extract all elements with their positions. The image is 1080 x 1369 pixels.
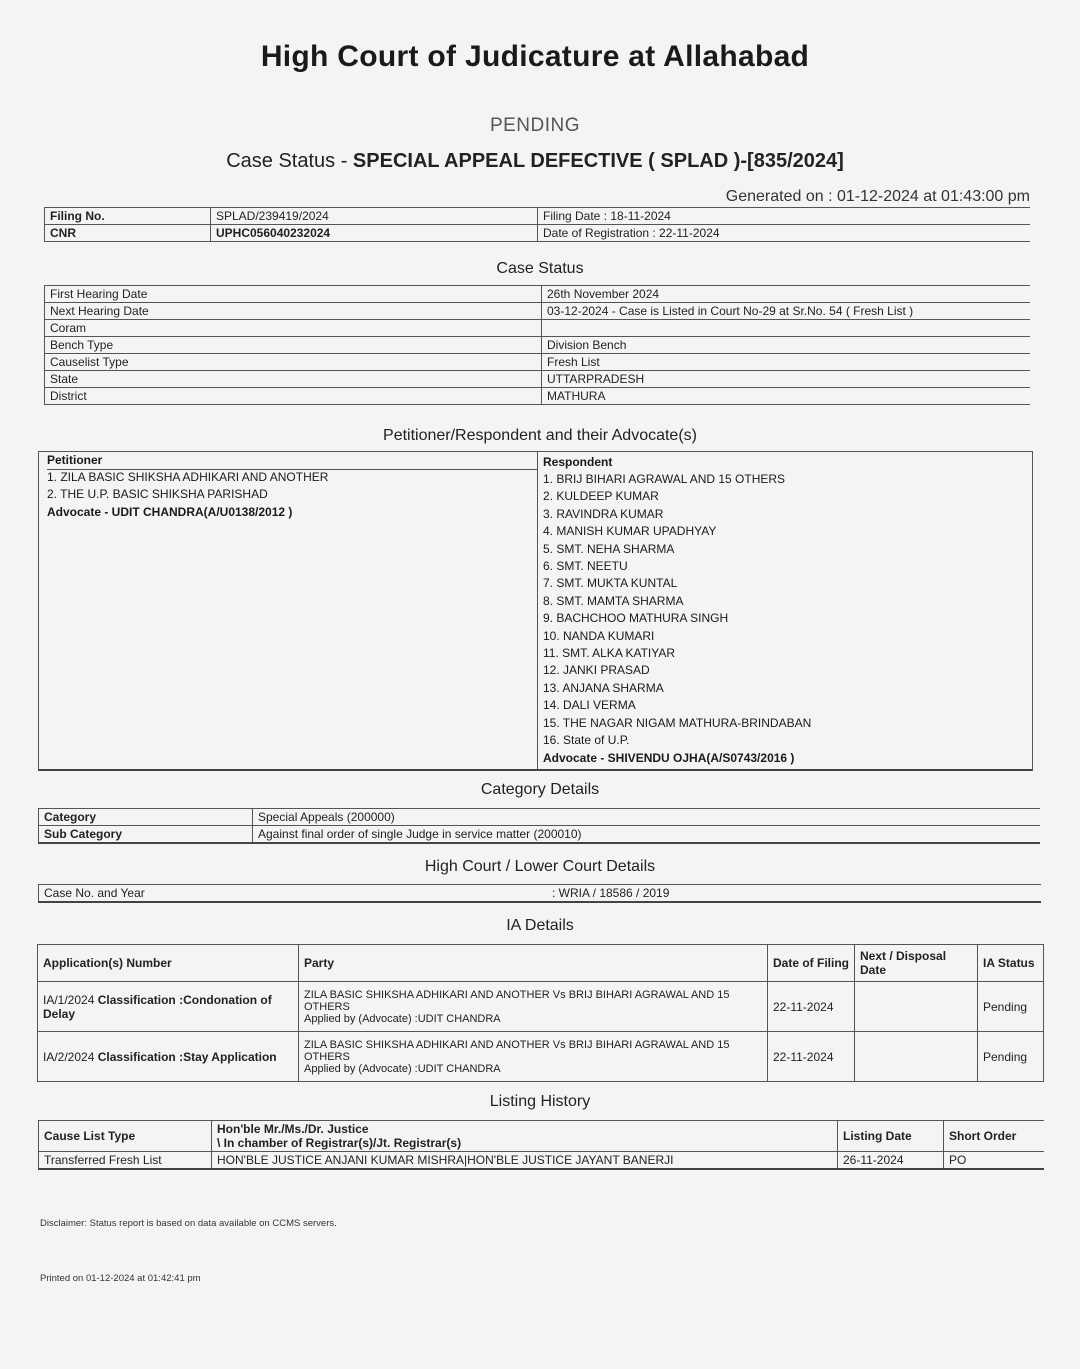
court-title: High Court of Judicature at Allahabad [260, 40, 810, 73]
listing-header-date: Listing Date [838, 1121, 944, 1152]
ia-table [37, 944, 1044, 1082]
case-status-label: Causelist Type [45, 354, 542, 371]
case-status-value: Fresh List [542, 354, 1031, 371]
ia-party-cell [299, 1032, 768, 1082]
case-status-value: 26th November 2024 [542, 286, 1031, 303]
respondent-item: 14. DALI VERMA [543, 698, 636, 713]
parties-heading: Petitioner/Respondent and their Advocate(s) [383, 427, 697, 444]
category-heading: Category Details [480, 781, 600, 798]
lower-court-heading: High Court / Lower Court Details [424, 858, 656, 875]
disclaimer: Disclaimer: Status report is based on data available on CCMS servers. [40, 1218, 337, 1229]
ia-next-date [855, 1032, 978, 1082]
cnr-value: UPHC056040232024 [211, 225, 538, 242]
case-status-row [45, 371, 1031, 388]
case-status-label: Coram [45, 320, 542, 337]
listing-header-judge [212, 1121, 838, 1152]
case-status-row [45, 286, 1031, 303]
ia-applied-by: Applied by (Advocate) :UDIT CHANDRA [304, 1062, 501, 1075]
filing-date: Filing Date : 18-11-2024 [538, 208, 1031, 225]
ia-classification: Classification :Condonation of Delay [43, 992, 272, 1021]
case-status-label: Bench Type [45, 337, 542, 354]
lower-court-table [38, 884, 1041, 903]
listing-heading: Listing History [489, 1093, 591, 1110]
ia-header-number: Application(s) Number [38, 945, 299, 982]
respondent-advocate: Advocate - SHIVENDU OJHA(A/S0743/2016 ) [543, 751, 795, 765]
respondent-item: 9. BACHCHOO MATHURA SINGH [543, 611, 729, 626]
sub-category-label: Sub Category [39, 826, 253, 844]
ia-row [38, 982, 1044, 1032]
respondent-item: 1. BRIJ BIHARI AGRAWAL AND 15 OTHERS [543, 472, 786, 486]
respondent-item: 11. SMT. ALKA KATIYAR [543, 646, 676, 661]
case-status-row [45, 354, 1031, 371]
respondent-item: 5. SMT. NEHA SHARMA [543, 541, 675, 556]
case-status-heading: Case Status [496, 260, 584, 277]
petitioner-1: 1. ZILA BASIC SHIKSHA ADHIKARI AND ANOTHER [47, 470, 329, 484]
listing-type: Transferred Fresh List [39, 1152, 212, 1170]
filing-no-label: Filing No. [45, 208, 211, 225]
ia-header-next: Next / Disposal Date [855, 945, 978, 982]
ia-number-cell [38, 982, 299, 1032]
case-status-value: 03-12-2024 - Case is Listed in Court No-29 at Sr.No. 54 ( Fresh List ) [542, 303, 1031, 320]
case-title-name: SPECIAL APPEAL DEFECTIVE ( SPLAD )-[835/2024] [352, 150, 844, 172]
filing-no-value: SPLAD/239419/2024 [211, 208, 538, 225]
case-status-table [44, 285, 1030, 405]
printed-timestamp: Printed on 01-12-2024 at 01:42:41 pm [40, 1273, 201, 1284]
respondent-item: 8. SMT. MAMTA SHARMA [543, 593, 684, 608]
respondent-item: 6. SMT. NEETU [543, 559, 628, 574]
respondent-item: 16. State of U.P. [543, 733, 630, 748]
cnr-label: CNR [45, 225, 211, 242]
ia-party: ZILA BASIC SHIKSHA ADHIKARI AND ANOTHER Vs BRIJ BIHARI AGRAWAL AND 15 OTHERS [304, 1038, 730, 1063]
ia-status: Pending [978, 1032, 1044, 1082]
ia-date: 22-11-2024 [768, 1032, 855, 1082]
respondent-label: Respondent [543, 455, 613, 469]
category-label: Category [39, 809, 253, 826]
listing-judges: HON'BLE JUSTICE ANJANI KUMAR MISHRA|HON'BLE JUSTICE JAYANT BANERJI [212, 1152, 838, 1170]
registration-date: Date of Registration : 22-11-2024 [538, 225, 1031, 242]
listing-date: 26-11-2024 [838, 1152, 944, 1170]
listing-order: PO [949, 1153, 967, 1167]
respondent-item: 7. SMT. MUKTA KUNTAL [543, 576, 678, 591]
respondent-item: 4. MANISH KUMAR UPADHYAY [543, 524, 717, 539]
respondent-item: 3. RAVINDRA KUMAR [543, 506, 664, 521]
case-status-label: First Hearing Date [45, 286, 542, 303]
ia-number: IA/2/2024 [43, 1049, 95, 1064]
listing-header-type: Cause List Type [39, 1121, 212, 1152]
ia-header-status: IA Status [978, 945, 1044, 982]
case-status-row [45, 303, 1031, 320]
ia-number: IA/1/2024 [43, 992, 95, 1007]
parties-box [38, 451, 1033, 771]
respondent-item: 2. KULDEEP KUMAR [543, 489, 659, 504]
petitioner-column [39, 452, 538, 769]
ia-date: 22-11-2024 [768, 982, 855, 1032]
petitioner-2: 2. THE U.P. BASIC SHIKSHA PARISHAD [47, 487, 268, 501]
ia-number-cell [38, 1032, 299, 1082]
filing-table [44, 207, 1030, 242]
ia-header-party: Party [299, 945, 768, 982]
case-pending-status: PENDING [489, 115, 581, 136]
ia-heading: IA Details [506, 917, 574, 934]
respondent-item: 10. NANDA KUMARI [543, 628, 655, 643]
case-title [0, 150, 1070, 173]
petitioner-label: Petitioner [47, 452, 537, 470]
respondent-item: 13. ANJANA SHARMA [543, 680, 664, 695]
case-status-row [45, 320, 1031, 337]
case-status-label: District [45, 388, 542, 405]
ia-status: Pending [978, 982, 1044, 1032]
listing-header-judge-line2: \ In chamber of Registrar(s)/Jt. Registrar(s) [217, 1136, 462, 1150]
ia-applied-by: Applied by (Advocate) :UDIT CHANDRA [304, 1012, 501, 1025]
case-status-value: Division Bench [542, 337, 1031, 354]
petitioner-advocate: Advocate - UDIT CHANDRA(A/U0138/2012 ) [47, 505, 293, 519]
ia-party: ZILA BASIC SHIKSHA ADHIKARI AND ANOTHER Vs BRIJ BIHARI AGRAWAL AND 15 OTHERS [304, 988, 730, 1013]
sub-category-value: Against final order of single Judge in service matter (200010) [258, 827, 582, 841]
ia-next-date [855, 982, 978, 1032]
case-status-label: Next Hearing Date [45, 303, 542, 320]
case-status-row [45, 337, 1031, 354]
case-no-year-value: : WRIA / 18586 / 2019 [552, 886, 670, 900]
category-table [38, 808, 1040, 844]
ia-header-date: Date of Filing [768, 945, 855, 982]
listing-header-order: Short Order [949, 1129, 1017, 1143]
case-status-value: UTTARPRADESH [542, 371, 1031, 388]
respondent-item: 15. THE NAGAR NIGAM MATHURA-BRINDABAN [543, 715, 812, 730]
ia-row [38, 1032, 1044, 1082]
respondent-item: 12. JANKI PRASAD [543, 663, 650, 678]
listing-header-judge-line1: Hon'ble Mr./Ms./Dr. Justice [217, 1122, 369, 1136]
case-status-row [45, 388, 1031, 405]
category-value: Special Appeals (200000) [253, 809, 1041, 826]
respondent-column [537, 452, 1032, 769]
case-status-label: State [45, 371, 542, 388]
generated-timestamp: Generated on : 01-12-2024 at 01:43:00 pm [725, 188, 1030, 205]
listing-table [38, 1120, 1044, 1170]
case-title-prefix: Case Status - [226, 150, 353, 172]
case-status-value: MATHURA [542, 388, 1031, 405]
ia-classification: Classification :Stay Application [97, 1049, 277, 1064]
case-status-value [542, 320, 1031, 337]
ia-party-cell [299, 982, 768, 1032]
respondent-list [543, 471, 811, 750]
case-no-year-label: Case No. and Year [39, 885, 548, 903]
